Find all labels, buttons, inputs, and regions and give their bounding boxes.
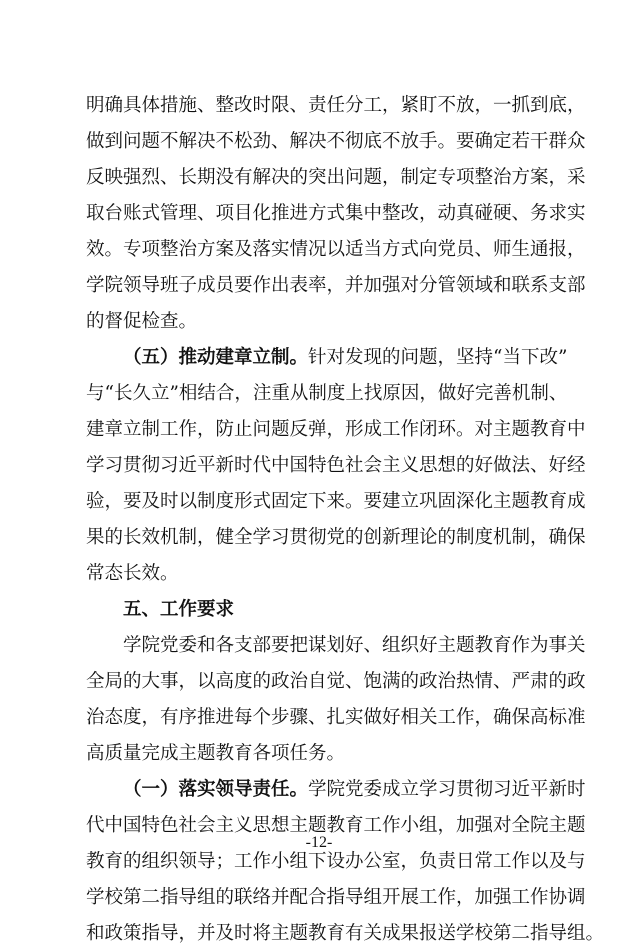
text-line: 代中国特色社会主义思想主题教育工作小组，加强对全院主题 <box>86 815 586 836</box>
text-line: 高质量完成主题教育各项任务。 <box>86 743 346 764</box>
text-line: 建章立制工作，防止问题反弹，形成工作闭环。对主题教育中 <box>86 419 586 440</box>
paragraph-text: 针对发现的问题，坚持“当下改” <box>308 347 568 368</box>
text-line: 的督促检查。 <box>86 311 198 332</box>
paragraph-text: 学院党委成立学习贯彻习近平新时 <box>308 779 586 800</box>
text-line: 学习贯彻习近平新时代中国特色社会主义思想的好做法、好经 <box>86 455 586 476</box>
text-line: 治态度，有序推进每个步骤、扎实做好相关工作，确保高标准 <box>86 707 586 728</box>
text-line: 明确具体措施、整改时限、责任分工，紧盯不放，一抓到底， <box>86 95 586 116</box>
text-line: 常态长效。 <box>86 563 179 584</box>
paragraph-first-line: 学院党委和各支部要把谋划好、组织好主题教育作为事关 <box>123 635 586 656</box>
text-line: 与“长久立”相结合，注重从制度上找原因，做好完善机制、 <box>86 383 568 404</box>
text-line: 学院领导班子成员要作出表率，并加强对分管领域和联系支部 <box>86 275 586 296</box>
text-line: 教育的组织领导；工作小组下设办公室，负责日常工作以及与 <box>86 851 586 872</box>
text-line: 果的长效机制，健全学习贯彻党的创新理论的制度机制，确保 <box>86 527 586 548</box>
text-line: 和政策指导，并及时将主题教育有关成果报送学校第二指导组。 <box>86 923 605 944</box>
text-line: 反映强烈、长期没有解决的突出问题，制定专项整治方案，采 <box>86 167 586 188</box>
text-line: 全局的大事，以高度的政治自觉、饱满的政治热情、严肃的政 <box>86 671 586 692</box>
paragraph-title: （五）推动建章立制。 <box>123 347 309 368</box>
paragraph-title: （一）落实领导责任。 <box>123 779 309 800</box>
paragraph-first-line <box>86 340 566 376</box>
page-number: -12- <box>305 834 333 851</box>
document-body <box>86 88 605 952</box>
text-line: 取台账式管理、项目化推进方式集中整改，动真碰硬、务求实 <box>86 203 586 224</box>
text-line: 学校第二指导组的联络并配合指导组开展工作，加强工作协调 <box>86 887 586 908</box>
text-line: 验，要及时以制度形式固定下来。要建立巩固深化主题教育成 <box>86 491 586 512</box>
paragraph-first-line <box>86 772 586 808</box>
text-line: 效。专项整治方案及落实情况以适当方式向党员、师生通报， <box>86 239 586 260</box>
text-line: 做到问题不解决不松劲、解决不彻底不放手。要确定若干群众 <box>86 131 586 152</box>
section-heading: 五、工作要求 <box>123 599 235 620</box>
